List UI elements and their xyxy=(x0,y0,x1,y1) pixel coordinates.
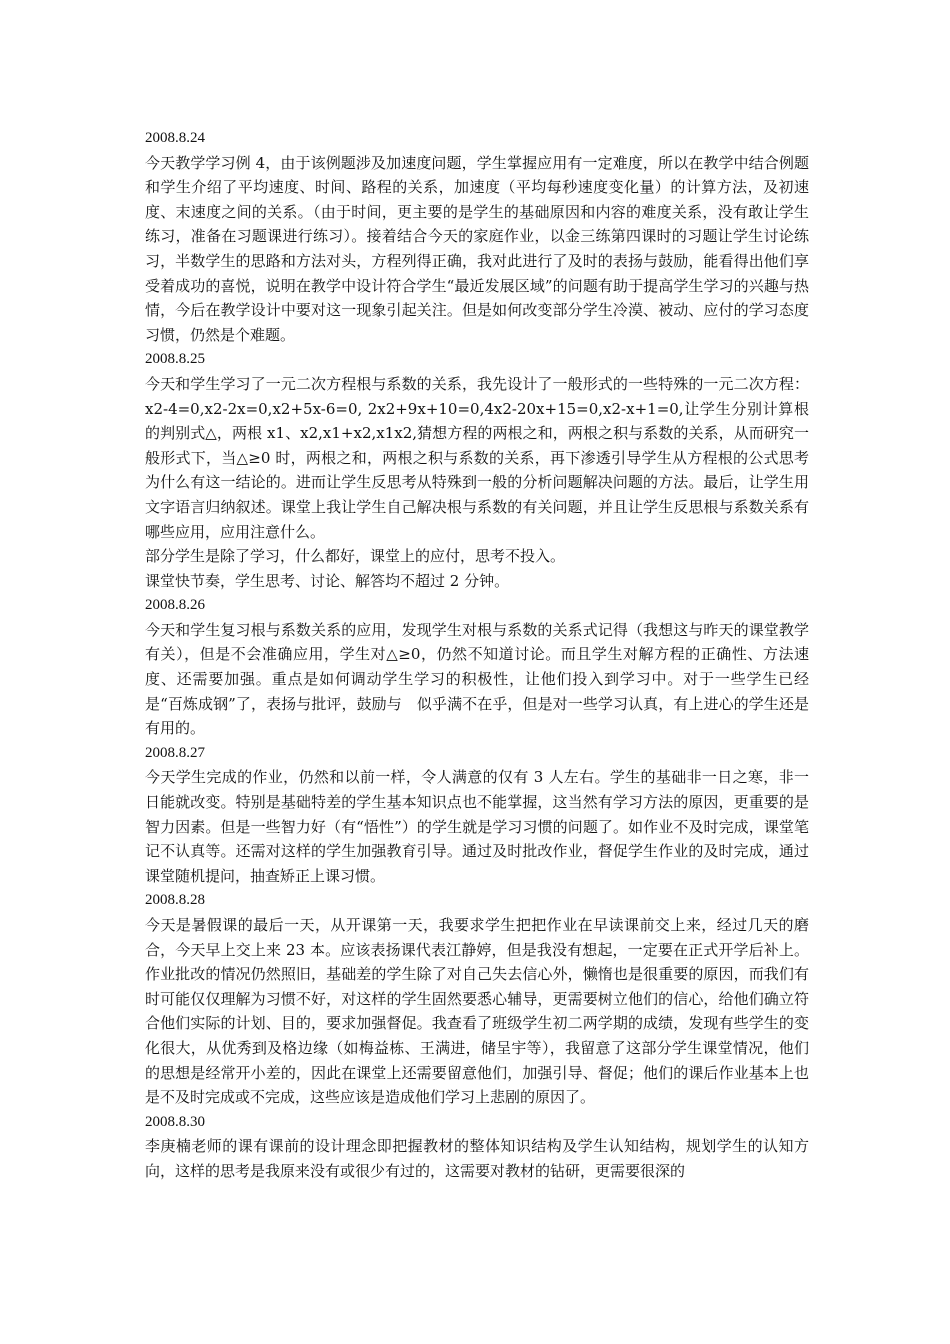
entry-date: 2008.8.24 xyxy=(145,130,205,146)
entry-date: 2008.8.25 xyxy=(145,351,205,368)
entry-paragraph: 部分学生是除了学习，什么都好，课堂上的应付，思考不投入。 xyxy=(145,547,566,566)
entry-date: 2008.8.30 xyxy=(145,1113,205,1130)
entry-paragraph: 今天和学生学习了一元二次方程根与系数的关系，我先设计了一般形式的一些特殊的一元二次方程：x2-4=0,x2-2x=0,x2+5x-6=0, 2x2+9x+10=0,4x2-20x+15=0,x2-x+1=0,让学生分别计算根的判别式△，两根 x1、x2,x1+x2,x1x2,猜想方程的两根之和，两根之积与系数的关系，从而研究一般形式下，当△≥0 时，两根之和，两根之积与系数的关系，再下渗透引导学生从方程根的公式思考为什么有这一结论的。进而让学生反思考从特殊到一般的分析问题解决问题的方法。最后，让学生用文字语言归纳叙述。课堂上我让学生自己解决根与系数的有关问题，并且让学生反思根与系数关系有哪些应用，应用注意什么。 xyxy=(145,374,809,541)
entry-paragraph: 今天和学生复习根与系数关系的应用，发现学生对根与系数的关系式记得（我想这与昨天的课堂教学有关），但是不会准确应用，学生对△≥0，仍然不知道讨论。而且学生对解方程的正确性、方法速度、还需要加强。重点是如何调动学生学习的积极性，让他们投入到学习中。对于一些学生已经是“百炼成钢”了，表扬与批评，鼓励与 似乎满不在乎，但是对一些学习认真，有上进心的学生还是有用的。 xyxy=(145,620,809,738)
entry-date: 2008.8.28 xyxy=(145,892,205,909)
entry-paragraph: 今天教学学习例 4，由于该例题涉及加速度问题，学生掌握应用有一定难度，所以在教学中结合例题和学生介绍了平均速度、时间、路程的关系，加速度（平均每秒速度变化量）的计算方法，及初速度、末速度之间的关系。（由于时间，更主要的是学生的基础原因和内容的难度关系，没有敢让学生练习，准备在习题课进行练习）。接着结合今天的家庭作业，以金三练第四课时的习题让学生讨论练习，半数学生的思路和方法对头，方程列得正确，我对此进行了及时的表扬与鼓励，能看得出他们享受着成功的喜悦，说明在教学中设计符合学生“最近发展区域”的问题有助于提高学生学习的兴趣与热情，今后在教学设计中要对这一现象引起关注。但是如何改变部分学生冷漠、被动、应付的学习态度习惯，仍然是个难题。 xyxy=(145,153,809,344)
entry-date: 2008.8.26 xyxy=(145,597,205,614)
document-body xyxy=(145,126,809,1184)
entry-paragraph: 课堂快节奏，学生思考、讨论、解答均不超过 2 分钟。 xyxy=(145,571,510,590)
entry-paragraph: 李庚楠老师的课有课前的设计理念即把握教材的整体知识结构及学生认知结构，规划学生的认知方向，这样的思考是我原来没有或很少有过的，这需要对教材的钻研，更需要很深的 xyxy=(145,1137,809,1180)
entry-paragraph: 今天是暑假课的最后一天，从开课第一天，我要求学生把把作业在早读课前交上来，经过几天的磨合，今天早上交上来 23 本。应该表扬课代表江静婷，但是我没有想起，一定要在正式开学后补上。作业批改的情况仍然照旧，基础差的学生除了对自己失去信心外，懒惰也是很重要的原因，而我们有时可能仅仅理解为习惯不好，对这样的学生固然要悉心辅导，更需要树立他们的信心，给他们确立符合他们实际的计划、目的，要求加强督促。我查看了班级学生初二两学期的成绩，发现有些学生的变化很大，从优秀到及格边缘（如梅益栋、王满进，储呈宇等），我留意了这部分学生课堂情况，他们的思想是经常开小差的，因此在课堂上还需要留意他们，加强引导、督促；他们的课后作业基本上也是不及时完成或不完成，这些应该是造成他们学习上悲剧的原因了。 xyxy=(145,916,809,1107)
entry-date: 2008.8.27 xyxy=(145,744,205,761)
entry-paragraph: 今天学生完成的作业，仍然和以前一样，令人满意的仅有 3 人左右。学生的基础非一日之寒，非一日能就改变。特别是基础特差的学生基本知识点也不能掌握，这当然有学习方法的原因，更重要的是智力因素。但是一些智力好（有“悟性”）的学生就是学习习惯的问题了。如作业不及时完成，课堂笔记不认真等。还需对这样的学生加强教育引导。通过及时批改作业，督促学生作业的及时完成，通过课堂随机提问，抽查矫正上课习惯。 xyxy=(145,768,809,885)
